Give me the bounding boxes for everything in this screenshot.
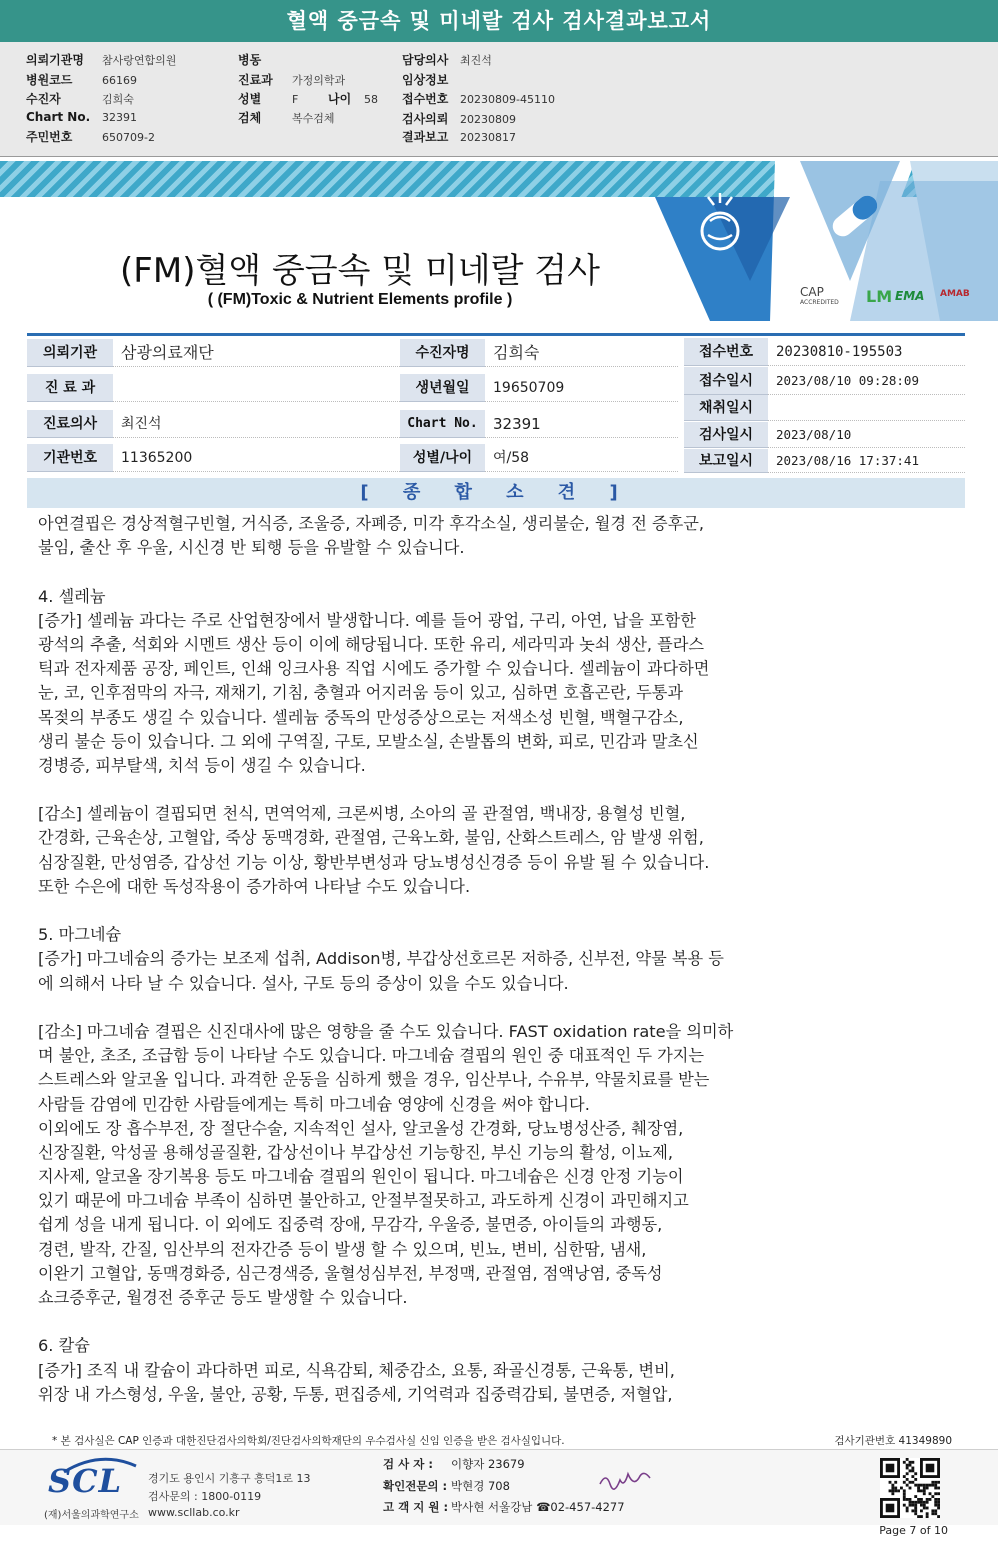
header-field-chart-no: Chart No. 32391 bbox=[26, 110, 137, 124]
blank-line bbox=[38, 560, 918, 584]
accreditation-note: * 본 검사실은 CAP 인증과 대한진단검사의학회/진단검사의학재단의 우수검사실 신임 인증을 받은 검사실입니다. bbox=[52, 1435, 565, 1447]
qr-code-icon bbox=[880, 1458, 940, 1518]
lm-logo: LM bbox=[866, 287, 893, 306]
info-value-report-time: 2023/08/16 17:37:41 bbox=[768, 449, 965, 473]
info-label-chart-no: Chart No. bbox=[400, 410, 485, 438]
blank-line bbox=[38, 996, 918, 1020]
org-name: (재)서울의과학연구소 bbox=[44, 1510, 139, 1521]
cap-logo: CAP ACCREDITED bbox=[800, 285, 839, 306]
body-line: 위장 내 가스형성, 우울, 불안, 공황, 두통, 편집증세, 기억력과 집중력감퇴, 불면증, 저혈압, bbox=[38, 1384, 673, 1404]
body-line: 심장질환, 만성염증, 갑상선 기능 이상, 황반부변성과 당뇨병성신경증 등이 유발 될 수 있습니다. bbox=[38, 852, 710, 872]
signature-icon bbox=[598, 1470, 654, 1492]
body-line: 지사제, 알코올 장기복용 등도 마그네슘 결핍의 원인이 됩니다. 마그네슘은 신경 안정 기능이 bbox=[38, 1167, 684, 1187]
body-line: 스트레스와 알코올 입니다. 과격한 운동을 심하게 했을 경우, 임산부나, 수유부, 약물치료를 받는 bbox=[38, 1070, 710, 1090]
header-field-reception-no: 접수번호 20230809-45110 bbox=[402, 92, 555, 106]
info-label-client: 의뢰기관 bbox=[27, 339, 113, 367]
header-field-resident-no: 주민번호 650709-2 bbox=[26, 130, 155, 144]
body-line: [증가] 마그네슘의 증가는 보조제 섭취, Addison병, 부갑상선호르몬 저하증, 신부전, 약물 복용 등 bbox=[38, 949, 724, 969]
header-field-client: 의뢰기관명 참사랑연합의원 bbox=[26, 53, 177, 67]
footer-support: 고 객 지 원 : 박사현 서울강남 ☎02-457-4277 bbox=[383, 1500, 625, 1514]
header-field-ward: 병동 bbox=[238, 53, 262, 67]
agency-number: 검사기관번호 41349890 bbox=[834, 1435, 952, 1447]
header-field-patient: 수진자 김희숙 bbox=[26, 92, 134, 106]
body-line: 아연결핍은 경상적혈구빈혈, 거식증, 조울증, 자폐증, 미각 후각소실, 생리불순, 월경 전 증후군, bbox=[38, 514, 705, 533]
scl-logo: SCL bbox=[48, 1462, 123, 1500]
blank-line bbox=[38, 778, 918, 802]
info-label-reception-time: 접수일시 bbox=[684, 367, 768, 395]
body-line: 광석의 추출, 석회와 시멘트 생산 등이 이에 해당됩니다. 또한 유리, 세라믹과 놋쇠 생산, 플라스 bbox=[38, 634, 705, 654]
info-value-reception-no: 20230810-195503 bbox=[768, 338, 965, 366]
body-line: 며 불안, 초조, 조급함 등이 나타날 수도 있습니다. 마그네슘 결핍의 원인 중 대표적인 두 가지는 bbox=[38, 1046, 705, 1066]
blank-line bbox=[38, 899, 918, 923]
info-label-collection-time: 채취일시 bbox=[684, 395, 768, 421]
header-field-report-date: 결과보고 20230817 bbox=[402, 130, 516, 144]
header-field-age: 나이 58 bbox=[328, 92, 378, 106]
body-line: 쇼크증후군, 월경전 증후군 등도 발생할 수 있습니다. bbox=[38, 1288, 408, 1307]
info-label-department: 진 료 과 bbox=[27, 374, 113, 402]
info-value-patient-name: 김희숙 bbox=[485, 339, 678, 367]
info-label-sex-age: 성별/나이 bbox=[400, 444, 485, 472]
body-line: 이완기 고혈압, 동맥경화증, 심근경색증, 울혈성심부전, 부정맥, 관절염, 점액낭염, 중독성 bbox=[38, 1263, 663, 1283]
info-value-birthdate: 19650709 bbox=[485, 374, 678, 402]
info-value-collection-time bbox=[768, 395, 965, 421]
body-line: 틱과 전자제품 공장, 페인트, 인쇄 잉크사용 직업 시에도 증가할 수 있습니다. 셀레늄이 과다하면 bbox=[38, 659, 710, 679]
body-line: [증가] 셀레늄 과다는 주로 산업현장에서 발생합니다. 예를 들어 광업, 구리, 아연, 납을 포함한 bbox=[38, 610, 696, 630]
info-value-institution-no: 11365200 bbox=[113, 444, 400, 472]
body-line: 생리 불순 등이 있습니다. 그 외에 구역질, 구토, 모발소실, 손발톱의 변화, 피로, 민감과 말초신 bbox=[38, 731, 699, 751]
body-line: 경련, 발작, 간질, 임산부의 전자간증 등이 발생 할 수 있으며, 빈뇨, 변비, 심한땀, 냄새, bbox=[38, 1239, 647, 1259]
section-heading: 5. 마그네슘 bbox=[38, 925, 122, 945]
info-label-reception-no: 접수번호 bbox=[684, 338, 768, 366]
blank-line bbox=[38, 1310, 918, 1334]
body-line: 목젖의 부종도 생길 수 있습니다. 셀레늄 중독의 만성증상으로는 저색소성 빈혈, 백혈구감소, bbox=[38, 707, 684, 727]
header-field-sex: 성별 F bbox=[238, 92, 299, 106]
header-field-specimen: 검체 복수검체 bbox=[238, 111, 335, 125]
org-address: 경기도 용인시 기흥구 흥덕1로 13 bbox=[148, 1472, 311, 1485]
header-field-doctor: 담당의사 최진석 bbox=[402, 53, 492, 67]
info-label-birthdate: 생년월일 bbox=[400, 374, 485, 402]
info-value-doctor: 최진석 bbox=[113, 410, 400, 438]
header-field-department: 진료과 가정의학과 bbox=[238, 73, 346, 87]
header-field-request-date: 검사의뢰 20230809 bbox=[402, 112, 516, 126]
info-value-chart-no: 32391 bbox=[485, 410, 678, 438]
body-line: 눈, 코, 인후점막의 자극, 재채기, 기침, 충혈과 어지러움 등이 있고, 심하면 호흡곤란, 두통과 bbox=[38, 683, 684, 703]
header-field-hospital-code: 병원코드 66169 bbox=[26, 73, 137, 87]
info-label-doctor: 진료의사 bbox=[27, 410, 113, 438]
footer-confirmer: 확인전문의 : 박현경 708 bbox=[383, 1479, 510, 1493]
info-label-patient-name: 수진자명 bbox=[400, 339, 485, 367]
body-line: 경병증, 피부탈색, 치석 등이 생길 수 있습니다. bbox=[38, 755, 366, 775]
footer-inspector: 검 사 자 : 이향자 23679 bbox=[383, 1457, 525, 1471]
body-line: 에 의해서 나타 날 수 있습니다. 설사, 구토 등의 증상이 있을 수도 있습니다. bbox=[38, 973, 569, 993]
body-line: 쉽게 성을 내게 됩니다. 이 외에도 집중력 장애, 무감각, 우울증, 불면증, 아이들의 과행동, bbox=[38, 1215, 663, 1235]
info-value-sex-age: 여/58 bbox=[485, 444, 678, 472]
body-line: 간경화, 근육손상, 고혈압, 죽상 동맥경화, 관절염, 근육노화, 불임, 산화스트레스, 암 발생 위험, bbox=[38, 828, 704, 848]
info-value-reception-time: 2023/08/10 09:28:09 bbox=[768, 367, 965, 395]
body-line: 신장질환, 악성골 용해성골질환, 갑상선이나 부갑상선 기능항진, 부신 기능의 활성, 이뇨제, bbox=[38, 1142, 673, 1162]
body-line: 사람들 감염에 민감한 사람들에게는 특히 마그네슘 영양에 신경을 써야 합니다. bbox=[38, 1094, 590, 1114]
body-line: [증가] 조직 내 칼슘이 과다하면 피로, 식욕감퇴, 체중감소, 요통, 좌골신경통, 근육통, 변비, bbox=[38, 1360, 675, 1380]
section-heading: 6. 칼슘 bbox=[38, 1336, 90, 1356]
org-website[interactable]: www.scllab.co.kr bbox=[148, 1506, 240, 1519]
org-phone: 검사문의 : 1800-0119 bbox=[148, 1490, 262, 1503]
body-line: 있기 때문에 마그네슘 부족이 심하면 불안하고, 안절부절못하고, 과도하게 신경이 과민해지고 bbox=[38, 1191, 689, 1211]
test-banner bbox=[0, 161, 998, 321]
page-number: Page 7 of 10 bbox=[879, 1524, 948, 1537]
body-line: 불임, 출산 후 우울, 시신경 반 퇴행 등을 유발할 수 있습니다. bbox=[38, 538, 465, 558]
body-line: 또한 수은에 대한 독성작용이 증가하여 나타날 수도 있습니다. bbox=[38, 876, 471, 896]
test-subtitle: ( (FM)Toxic & Nutrient Elements profile ) bbox=[207, 291, 513, 308]
header-field-clinical-info: 임상정보 bbox=[402, 73, 449, 87]
body-line: 이외에도 장 흡수부전, 장 절단수술, 지속적인 설사, 알코올성 간경화, 당뇨병성산증, 췌장염, bbox=[38, 1118, 684, 1138]
footer-note bbox=[52, 1433, 952, 1448]
info-value-test-time: 2023/08/10 bbox=[768, 422, 965, 448]
body-line: [감소] 마그네슘 결핍은 신진대사에 많은 영향을 줄 수도 있습니다. FAST oxidation rate을 의미하 bbox=[38, 1021, 734, 1041]
amab-logo: AMAB bbox=[940, 289, 970, 299]
info-value-client: 삼광의료재단 bbox=[113, 339, 400, 367]
test-title: (FM)혈액 중금속 및 미네랄 검사 bbox=[120, 251, 600, 291]
report-header bbox=[0, 0, 998, 157]
info-label-institution-no: 기관번호 bbox=[27, 444, 113, 472]
body-line: [감소] 셀레늄이 결핍되면 천식, 면역억제, 크론씨병, 소아의 골 관절염, 백내장, 용혈성 빈혈, bbox=[38, 804, 686, 824]
info-label-report-time: 보고일시 bbox=[684, 449, 768, 473]
info-table-top-line bbox=[27, 333, 965, 336]
info-value-department bbox=[113, 374, 400, 402]
report-title: 혈액 중금속 및 미네랄 검사 검사결과보고서 bbox=[0, 0, 998, 42]
section-heading: 4. 셀레늄 bbox=[38, 586, 106, 606]
ema-logo: EMA bbox=[895, 289, 925, 303]
info-label-test-time: 검사일시 bbox=[684, 422, 768, 448]
summary-heading: [ 종 합 소 견 ] bbox=[27, 478, 965, 508]
summary-body bbox=[38, 512, 918, 1407]
